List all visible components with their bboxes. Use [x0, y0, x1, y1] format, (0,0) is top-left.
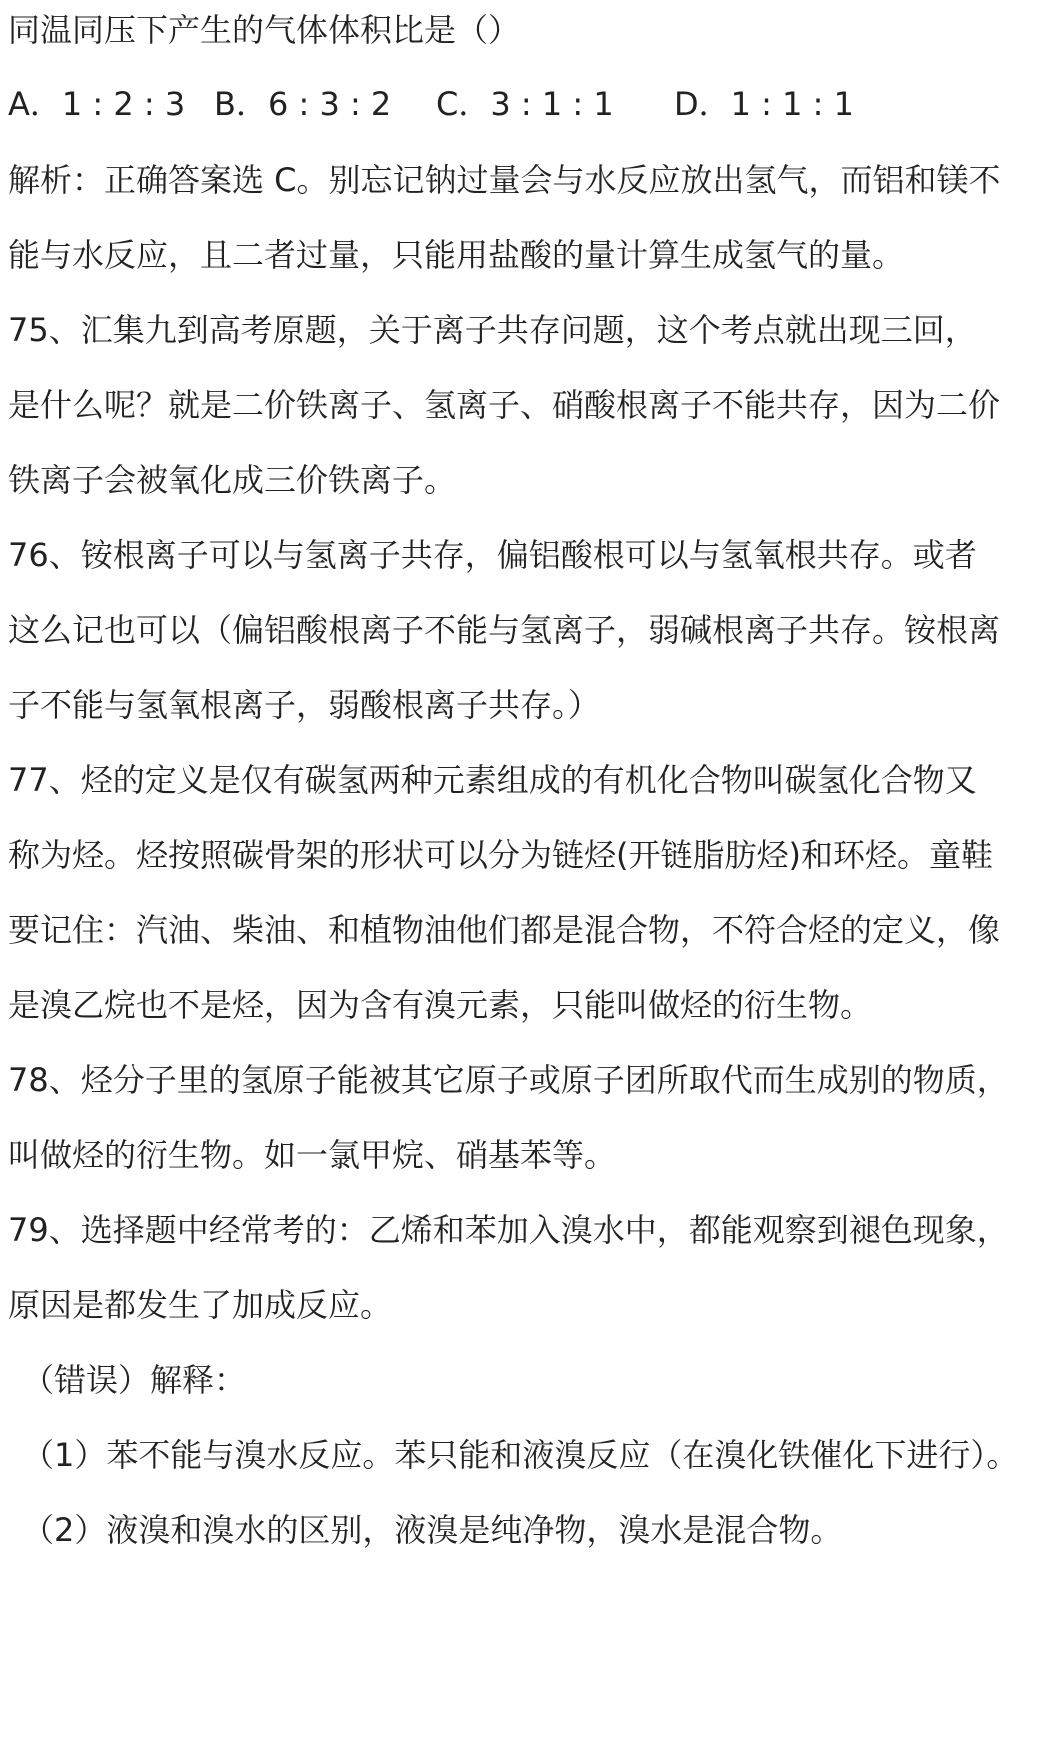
- explanation-item-1: （1）苯不能与溴水反应。苯只能和液溴反应（在溴化铁催化下进行）。: [22, 1436, 1019, 1474]
- option-d: D．1 : 1 : 1: [674, 85, 854, 123]
- item-75-line-2: 是什么呢？就是二价铁离子、氢离子、硝酸根离子不能共存，因为二价: [8, 386, 1001, 424]
- answer-options: [8, 84, 1050, 124]
- item-76-line-1: 76、铵根离子可以与氢离子共存，偏铝酸根可以与氢氧根共存。或者: [8, 536, 977, 574]
- option-c: C．3 : 1 : 1: [436, 85, 614, 123]
- item-78-line-2: 叫做烃的衍生物。如一氯甲烷、硝基苯等。: [8, 1136, 617, 1174]
- item-75-line-1: 75、汇集九到高考原题，关于离子共存问题，这个考点就出现三回，: [8, 311, 977, 349]
- item-79-line-1: 79、选择题中经常考的：乙烯和苯加入溴水中，都能观察到褪色现象，: [8, 1211, 1009, 1249]
- item-75-line-3: 铁离子会被氧化成三价铁离子。: [8, 461, 457, 499]
- item-78-line-1: 78、烃分子里的氢原子能被其它原子或原子团所取代而生成别的物质，: [8, 1061, 1009, 1099]
- option-a: A．1 : 2 : 3: [8, 85, 186, 123]
- analysis-line-1: 解析：正确答案选 C。别忘记钠过量会与水反应放出氢气，而铝和镁不: [8, 161, 1001, 199]
- question-text: 同温同压下产生的气体体积比是（）: [8, 11, 521, 49]
- explanation-item-2: （2）液溴和溴水的区别，液溴是纯净物，溴水是混合物。: [22, 1511, 843, 1549]
- item-76-line-2: 这么记也可以（偏铝酸根离子不能与氢离子，弱碱根离子共存。铵根离: [8, 611, 1001, 649]
- analysis-line-2: 能与水反应，且二者过量，只能用盐酸的量计算生成氢气的量。: [8, 236, 905, 274]
- option-b: B．6 : 3 : 2: [214, 85, 392, 123]
- item-79-line-2: 原因是都发生了加成反应。: [8, 1286, 393, 1324]
- explanation-heading: （错误）解释：: [22, 1361, 247, 1399]
- item-77-line-1: 77、烃的定义是仅有碳氢两种元素组成的有机化合物叫碳氢化合物又: [8, 761, 977, 799]
- item-77-line-3: 要记住：汽油、柴油、和植物油他们都是混合物，不符合烃的定义，像: [8, 911, 1001, 949]
- item-77-line-2: 称为烃。烃按照碳骨架的形状可以分为链烃(开链脂肪烃)和环烃。童鞋: [8, 836, 993, 874]
- item-77-line-4: 是溴乙烷也不是烃，因为含有溴元素，只能叫做烃的衍生物。: [8, 986, 873, 1024]
- item-76-line-3: 子不能与氢氧根离子，弱酸根离子共存。）: [8, 686, 601, 724]
